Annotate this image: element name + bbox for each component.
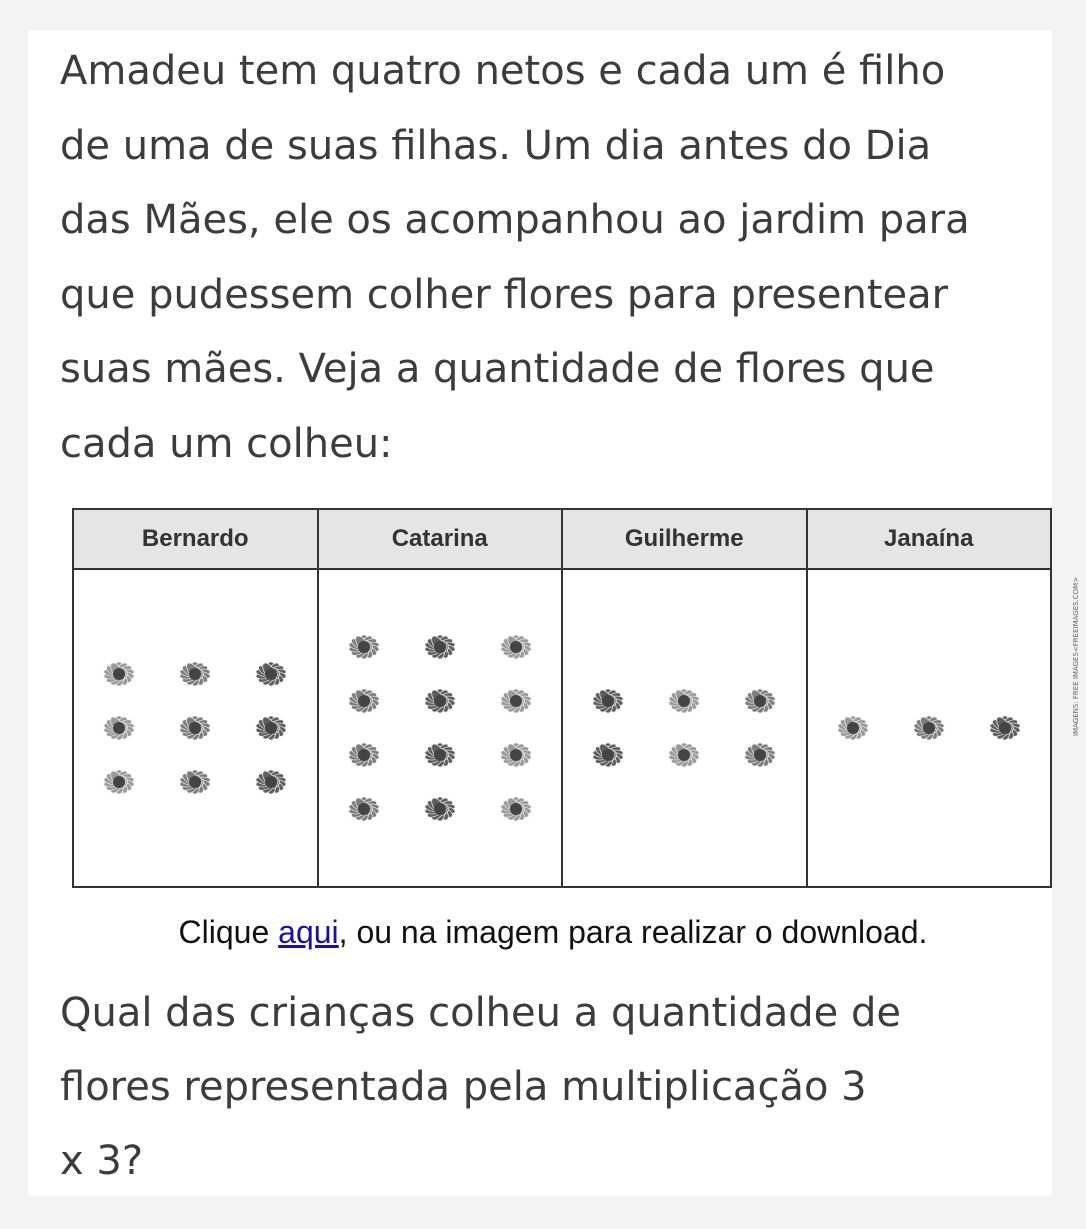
download-link[interactable]: aqui — [278, 914, 339, 950]
flower-icon — [485, 731, 547, 779]
flower-group — [74, 650, 317, 806]
flower-icon — [409, 677, 471, 725]
flower-icon — [164, 704, 226, 752]
flower-icon — [577, 677, 639, 725]
flower-icon — [88, 704, 150, 752]
column-header-catarina: Catarina — [318, 509, 563, 569]
flowers-table — [72, 508, 1052, 888]
question-line: flores representada pela multiplicação 3 — [60, 1064, 867, 1110]
question-line: Qual das crianças colheu a quantidade de — [60, 990, 901, 1036]
image-credit: IMAGENS: FREE IMAGES<FREEIMAGES.COM> — [1072, 576, 1080, 736]
flower-icon — [240, 650, 302, 698]
flowers-cell-guilherme — [562, 569, 807, 887]
intro-line: de uma de suas filhas. Um dia antes do Dia — [60, 122, 932, 169]
intro-line: Amadeu tem quatro netos e cada um é filho — [60, 48, 946, 94]
flowers-cell-catarina — [318, 569, 563, 887]
column-header-janaina: Janaína — [807, 509, 1052, 569]
flower-icon — [164, 650, 226, 698]
question-line: x 3? — [60, 1138, 144, 1184]
flower-icon — [822, 704, 884, 752]
flowers-cell-bernardo — [73, 569, 318, 887]
flower-icon — [240, 704, 302, 752]
flower-icon — [333, 623, 395, 671]
flower-icon — [333, 677, 395, 725]
flower-icon — [974, 704, 1036, 752]
column-header-guilherme: Guilherme — [562, 509, 807, 569]
flower-icon — [409, 731, 471, 779]
flower-icon — [653, 677, 715, 725]
intro-line: que pudessem colher flores para presentear — [60, 271, 949, 318]
flower-icon — [333, 785, 395, 833]
flower-icon — [88, 758, 150, 806]
intro-line: suas mães. Veja a quantidade de flores que — [60, 346, 935, 392]
intro-paragraph — [60, 34, 1070, 481]
intro-line: das Mães, ele os acompanhou ao jardim para — [60, 197, 970, 243]
flower-icon — [898, 704, 960, 752]
question-paragraph — [60, 976, 1070, 1198]
flower-group — [563, 677, 806, 779]
intro-line: cada um colheu: — [60, 420, 393, 467]
download-note — [28, 914, 1078, 951]
flower-icon — [485, 785, 547, 833]
download-text-after: , ou na imagem para realizar o download. — [338, 914, 928, 950]
flower-group — [808, 704, 1051, 752]
download-text-before: Clique — [178, 914, 279, 950]
flower-icon — [88, 650, 150, 698]
flower-icon — [333, 731, 395, 779]
flower-icon — [409, 623, 471, 671]
flowers-table-image[interactable] — [72, 508, 1079, 888]
flower-icon — [729, 677, 791, 725]
flower-icon — [240, 758, 302, 806]
column-header-bernardo: Bernardo — [73, 509, 318, 569]
flower-icon — [164, 758, 226, 806]
flower-icon — [485, 677, 547, 725]
content-card — [28, 30, 1080, 1196]
flower-icon — [485, 623, 547, 671]
flower-icon — [577, 731, 639, 779]
flower-icon — [409, 785, 471, 833]
flower-icon — [653, 731, 715, 779]
flower-group — [319, 623, 562, 833]
flower-icon — [729, 731, 791, 779]
flowers-cell-janaina — [807, 569, 1052, 887]
